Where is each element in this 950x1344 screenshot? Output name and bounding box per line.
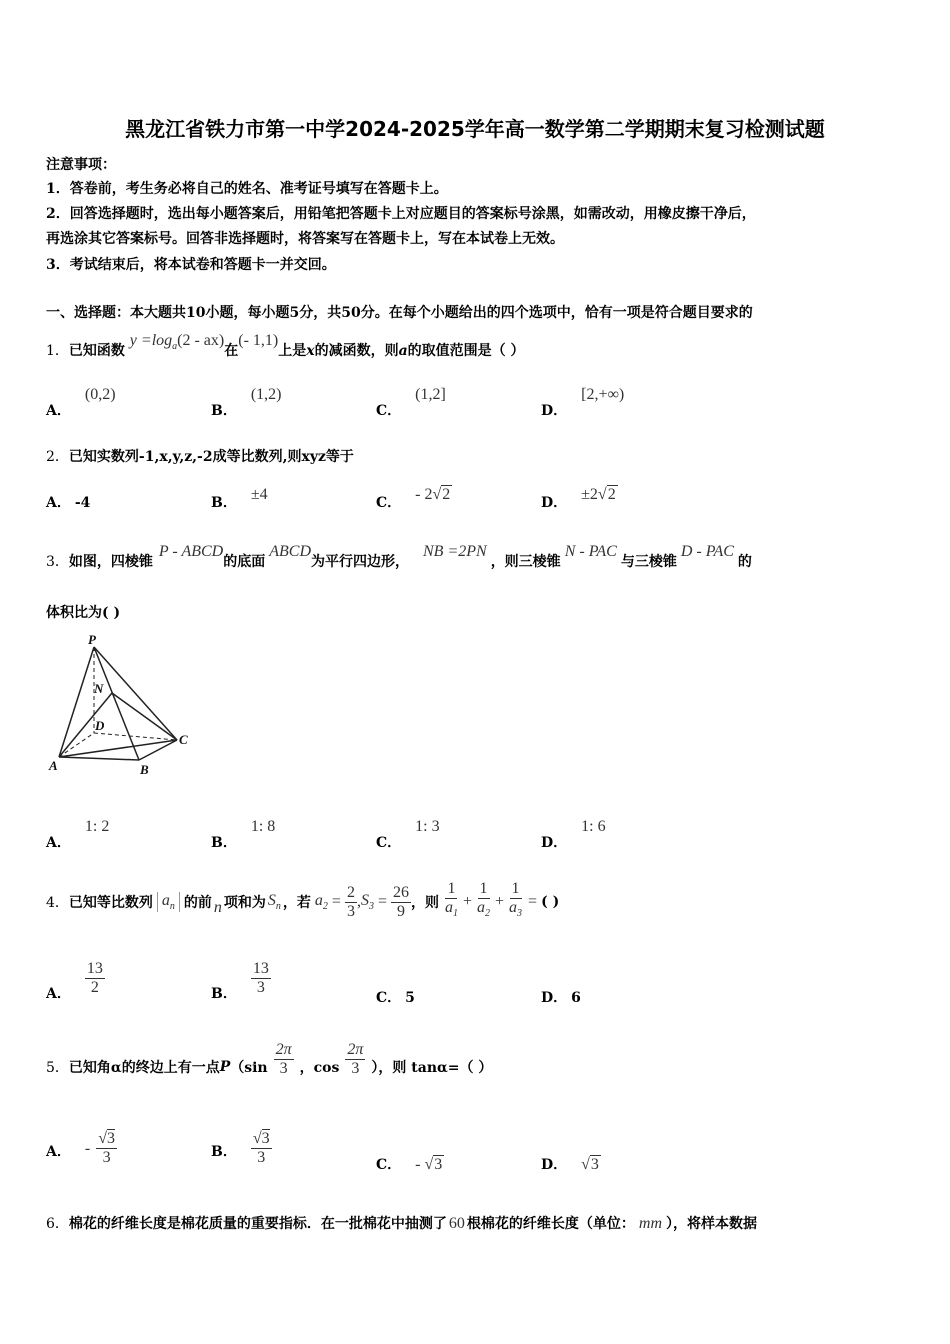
label-c: C xyxy=(179,732,188,747)
q3-text-cont: 体积比为( ) xyxy=(46,605,121,621)
label-a: A xyxy=(49,758,58,773)
q1-interval: (- 1,1) xyxy=(238,332,279,349)
edge-pa xyxy=(59,647,94,757)
notice-item: 2．回答选择题时，选出每小题答案后，用铅笔把答题卡上对应题目的答案标号涂黑，如需改动，用橡皮擦干净后， xyxy=(46,206,756,222)
question-4: 4． 已知等比数列 $a_n$ 的前 n 项和为 $S_n$ ，若 $a_2$ = $\frac{2}{3}$ , $S_3$ = $\frac{26}{9}$ ，则 $\frac{1}{a_1}$ + $\frac{1}{a_2}$ + $\frac{1}{a_3}$ = ( ) xyxy=(46,880,560,920)
question-3: 3．如图，四棱锥P - ABCD的底面ABCD为平行四边形，NB =2PN，则三棱锥N - PAC与三棱锥D - PAC的 xyxy=(46,543,752,570)
q3-option-a[interactable]: A．1: 2 xyxy=(46,818,110,851)
q1-text: 在 xyxy=(224,343,239,359)
q1-option-d[interactable]: D．[2,+∞) xyxy=(541,386,625,419)
label-p: P xyxy=(88,632,96,647)
q1-option-a[interactable]: A．(0,2) xyxy=(46,386,116,419)
edge-ab xyxy=(59,757,139,760)
q1-text: 的取值范围是（ ） xyxy=(407,343,525,359)
q4-option-c[interactable]: C． 5 xyxy=(376,990,415,1006)
q4-option-a[interactable]: A． $\frac{13}{2}$ xyxy=(46,960,103,1002)
notice-item: 再选涂其它答案标号。回答非选择题时，将答案写在答题卡上，写在本试卷上无效。 xyxy=(46,231,564,247)
question-number: 1． xyxy=(46,343,69,359)
q5-option-d[interactable]: D． √3 xyxy=(541,1156,599,1173)
notice-item: 1．答卷前，考生务必将自己的姓名、准考证号填写在答题卡上。 xyxy=(46,181,448,197)
pyramid-figure xyxy=(44,630,204,780)
q5-option-a[interactable]: A． - $\frac{√3}{3}$ xyxy=(46,1130,115,1166)
page-title: 黑龙江省铁力市第一中学2024-2025学年高一数学第二学期期末复习检测试题 xyxy=(125,117,825,141)
question-6: 6．棉花的纤维长度是棉花质量的重要指标．在一批棉花中抽测了 60 根棉花的纤维长度（单位： mm ），将样本数据 xyxy=(46,1215,758,1232)
label-n: N xyxy=(94,681,104,696)
q1-text: 的减函数，则 xyxy=(314,343,399,359)
q1-var: x xyxy=(306,343,315,359)
q5-option-b[interactable]: B． $\frac{√3}{3}$ xyxy=(211,1130,270,1166)
question-1 xyxy=(46,332,525,362)
edge-pc xyxy=(94,647,177,740)
q1-formula: $y =\log_a(2 - ax)$ xyxy=(129,332,225,353)
q1-var: a xyxy=(398,343,408,359)
notice-heading: 注意事项： xyxy=(46,157,116,173)
notice-item: 3．考试结束后，将本试卷和答题卡一并交回。 xyxy=(46,257,336,273)
q1-option-c[interactable]: C．(1,2] xyxy=(376,386,446,419)
edge-dc xyxy=(94,733,177,740)
question-2: 2．已知实数列-1,x,y,z,-2成等比数列,则xyz等于 xyxy=(46,449,354,465)
q1-text: 已知函数 xyxy=(68,343,125,359)
q1-option-b[interactable]: B．(1,2) xyxy=(211,386,282,419)
q3-option-c[interactable]: C．1: 3 xyxy=(376,818,440,851)
q4-option-d[interactable]: D． 6 xyxy=(541,990,581,1006)
q3-option-b[interactable]: B．1: 8 xyxy=(211,818,276,851)
q2-option-d[interactable]: D． ±2√2 xyxy=(541,486,616,511)
q2-option-c[interactable]: C． - 2√2 xyxy=(376,486,451,511)
label-b: B xyxy=(140,762,149,777)
q5-option-c[interactable]: C． - √3 xyxy=(376,1156,443,1173)
section-heading: 一、选择题：本大题共10小题，每小题5分，共50分。在每个小题给出的四个选项中，恰有一项是符合题目要求的 xyxy=(46,305,753,321)
q1-text: 上是 xyxy=(278,343,307,359)
question-5: 5． 已知角α的终边上有一点 P （sin $\frac{2\pi}{3}$ ，cos $\frac{2\pi}{3}$ ），则 tanα=（ ） xyxy=(46,1040,493,1077)
label-d: D xyxy=(95,718,105,733)
edge-pb xyxy=(94,647,139,760)
q2-option-b[interactable]: B． ±4 xyxy=(211,486,268,511)
q2-option-a[interactable]: A． -4 xyxy=(46,495,91,511)
q3-option-d[interactable]: D．1: 6 xyxy=(541,818,606,851)
q4-option-b[interactable]: B． $\frac{13}{3}$ xyxy=(211,960,269,1002)
